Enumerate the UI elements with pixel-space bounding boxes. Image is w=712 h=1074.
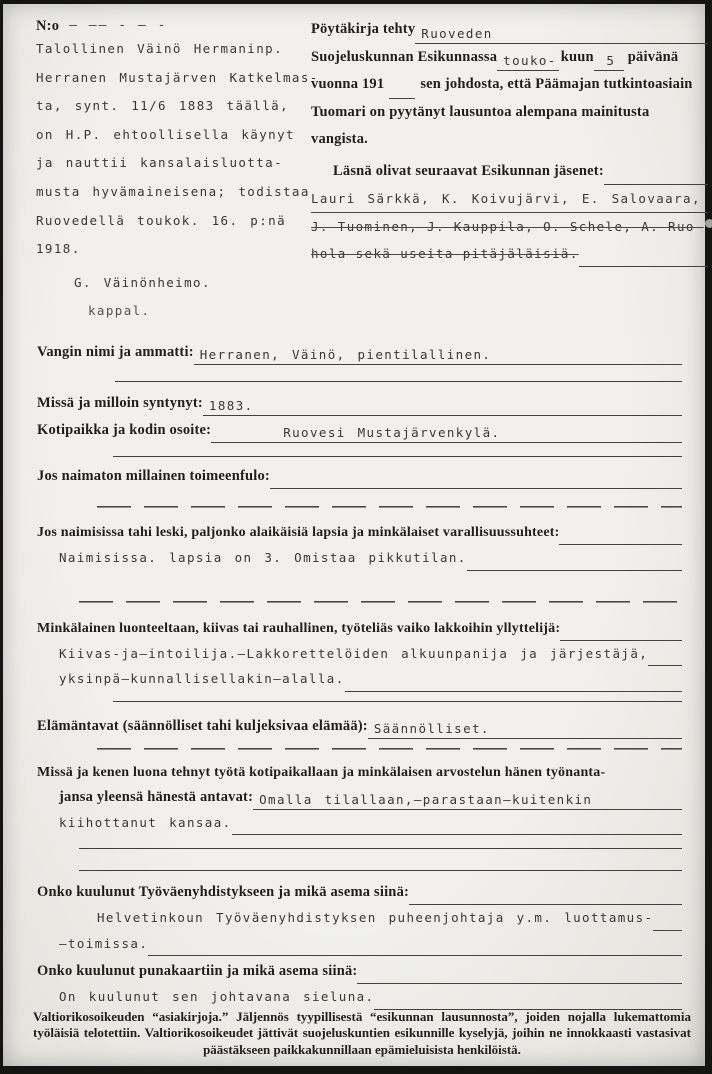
number-label: N:o <box>36 18 60 34</box>
note-line: 1918. <box>36 241 81 257</box>
blank-rule <box>115 381 682 382</box>
field-label: Onko kuulunut punakaartiin ja mikä asema siinä: <box>37 963 358 979</box>
field-entry-line <box>368 720 682 739</box>
blank-rule <box>79 870 682 871</box>
field-entry-line <box>357 983 682 984</box>
field-label: Minkälainen luonteeltaan, kiivas tai rauhallinen, työteliäs vaiko lakkoihin yllyttelijä: <box>37 620 561 636</box>
field-label: Missä ja milloin syntynyt: <box>37 395 203 411</box>
field-label: Kotipaikka ja kodin osoite: <box>37 422 212 438</box>
field-family-wealth-answer <box>37 545 682 571</box>
field-work-reference-answer <box>37 810 682 836</box>
field-entry-line <box>653 930 682 931</box>
month-entry-line <box>497 52 559 71</box>
note-line: Talollinen Väinö Hermaninp. <box>36 41 283 56</box>
field-entry-line <box>211 424 682 443</box>
field-workers-association-answer <box>37 905 682 931</box>
field-label: Vangin nimi ja ammatti: <box>37 344 194 360</box>
field-prisoner-name <box>37 340 682 365</box>
field-entry-line <box>232 834 682 835</box>
field-home-address <box>37 418 682 443</box>
note-line: Herranen Mustajärven Katkelmas- <box>36 69 319 85</box>
year-label: vuonna 191 <box>311 76 385 92</box>
member-line-fill <box>579 266 708 267</box>
member-names-line: Lauri Särkkä, K. Koivujärvi, E. Salovaara, <box>311 185 701 213</box>
section-rule <box>113 701 682 702</box>
field-way-of-life <box>37 714 682 739</box>
field-red-guard <box>37 959 682 984</box>
note-line: on H.P. ehtoollisella käynyt <box>36 126 295 142</box>
field-label: Jos naimaton millainen toimeenfulo: <box>37 468 270 484</box>
field-label: Jos naimisissa tahi leski, paljonko alaikäisiä lapsia ja minkälaiset varallisuussuhteet: <box>37 525 560 540</box>
field-value: Kiivas-ja—intoilija.—Lakkorettelöiden alkuunpanija ja järjestäjä, <box>59 645 649 661</box>
protocol-header <box>311 16 708 267</box>
field-value: Naimisissa. lapsia on 3. Omistaa pikkutilan. <box>59 550 467 565</box>
day-suffix-label: päivänä <box>627 48 679 65</box>
present-members-label: Läsnä olivat seuraavat Esikunnan jäsenet: <box>333 162 604 179</box>
field-entry-line <box>467 570 682 571</box>
dashed-rule <box>97 748 682 750</box>
field-birth <box>37 391 682 416</box>
field-label: Onko kuulunut Työväenyhdistykseen ja mikä asema siinä: <box>37 884 410 900</box>
blank-rule <box>79 848 682 849</box>
field-label: Elämäntavat (säännölliset tahi kuljeksivaa elämää): <box>37 717 368 734</box>
caption-text: Valtiorikosoikeuden “asiakirjoja.” Jäljennös tyypillisestä “esikunnan lausunnosta”, joiden nojalla lukemattomia työläisiä telotettiin. Valtiorikosoikeudet jättivät suojeluskuntien esikunnille kyselyjä, joihin ne innokkaasti vastasivat päästäkseen paikkakunnillaan epämieluisista henkilöistä. <box>33 1008 691 1057</box>
field-family-wealth <box>37 520 682 545</box>
place-value: Ruoveden <box>421 25 493 41</box>
staff-label: Suojeluskunnan Esikunnassa <box>311 48 498 65</box>
margin-note <box>36 18 319 324</box>
field-value: Ruovesi Mustajärvenkylä. <box>283 425 501 440</box>
field-value: —toimissa. <box>59 935 149 951</box>
dashed-rule <box>79 601 682 603</box>
field-temperament <box>37 616 682 641</box>
field-value: kiihottanut kansaa. <box>59 814 232 830</box>
reason-label-3: vangista. <box>311 131 368 147</box>
month-suffix-label: kuun <box>560 48 594 65</box>
field-workers-association-answer-2 <box>37 931 682 957</box>
signature-title: kappal. <box>88 302 151 318</box>
field-entry-line <box>345 691 682 692</box>
member-names-line-struck: J.—Tuominen,—J.—Kauppila,—O.—Schele,—A.—Ruo- <box>311 219 704 234</box>
field-label: jansa yleensä hänestä antavat: <box>59 788 254 805</box>
field-label: Missä ja kenen luona tehnyt työtä kotipaikallaan ja minkälaisen arvostelun hänen työnanta- <box>37 764 606 780</box>
field-temperament-answer-2 <box>37 666 682 692</box>
field-entry-line <box>148 955 682 956</box>
field-value: Helvetinkoun Työväenyhdistyksen puheenjohtaja y.m. luottamus- <box>97 910 654 925</box>
field-entry-line <box>194 346 682 365</box>
field-value: On kuulunut sen johtavana sieluna. <box>59 989 375 1004</box>
note-line: ja nauttii kansalaisluotta- <box>36 155 283 171</box>
field-work-reference-2 <box>37 785 682 810</box>
reason-label: sen johdosta, että Päämajan tutkintoasiain <box>420 76 693 92</box>
dashed-rule <box>97 506 682 508</box>
place-entry-line <box>415 25 708 44</box>
month-value: touko- <box>503 53 557 68</box>
field-value: yksinpä—kunnallisellakin—alalla. <box>59 671 345 686</box>
field-entry-line <box>270 488 682 489</box>
field-unmarried-livelihood <box>37 464 682 489</box>
note-line: ta, synt. 11/6 1883 täällä, <box>36 98 289 114</box>
field-value: 1883. <box>208 398 254 413</box>
scanned-document-page <box>3 4 705 1066</box>
number-blank-dashes: — —— - — - <box>69 18 168 33</box>
field-value: Säännölliset. <box>373 720 490 736</box>
day-entry-line <box>594 52 624 71</box>
field-entry-line <box>203 397 682 416</box>
field-value: Omalla tilallaan,—parastaan—kuitenkin <box>259 791 593 807</box>
reason-label-2: Tuomari on pyytänyt lausuntoa alempana mainitusta <box>311 103 650 120</box>
field-entry-line <box>559 544 682 545</box>
section-rule <box>113 456 682 457</box>
signature: G. Väinönheimo. <box>74 274 211 290</box>
field-workers-association <box>37 880 682 905</box>
field-entry-line <box>253 791 682 810</box>
field-entry-line <box>648 665 682 666</box>
note-line: Ruovedellä toukok. 16. p:nä <box>36 212 286 228</box>
protocol-made-label: Pöytäkirja tehty <box>311 21 416 37</box>
note-line: musta hyvämaineisena; todistaa <box>36 183 310 199</box>
ink-blot-dot <box>705 219 712 228</box>
member-names-line-struck: hola—sekä—useita—pitäjäläisiä. <box>311 246 579 261</box>
field-temperament-answer <box>37 641 682 667</box>
day-value: 5 <box>606 53 616 68</box>
field-work-reference <box>37 760 682 785</box>
field-red-guard-answer <box>37 984 682 1010</box>
interrogation-form <box>37 340 682 1010</box>
field-value: Herranen, Väinö, pientilallinen. <box>199 347 492 362</box>
